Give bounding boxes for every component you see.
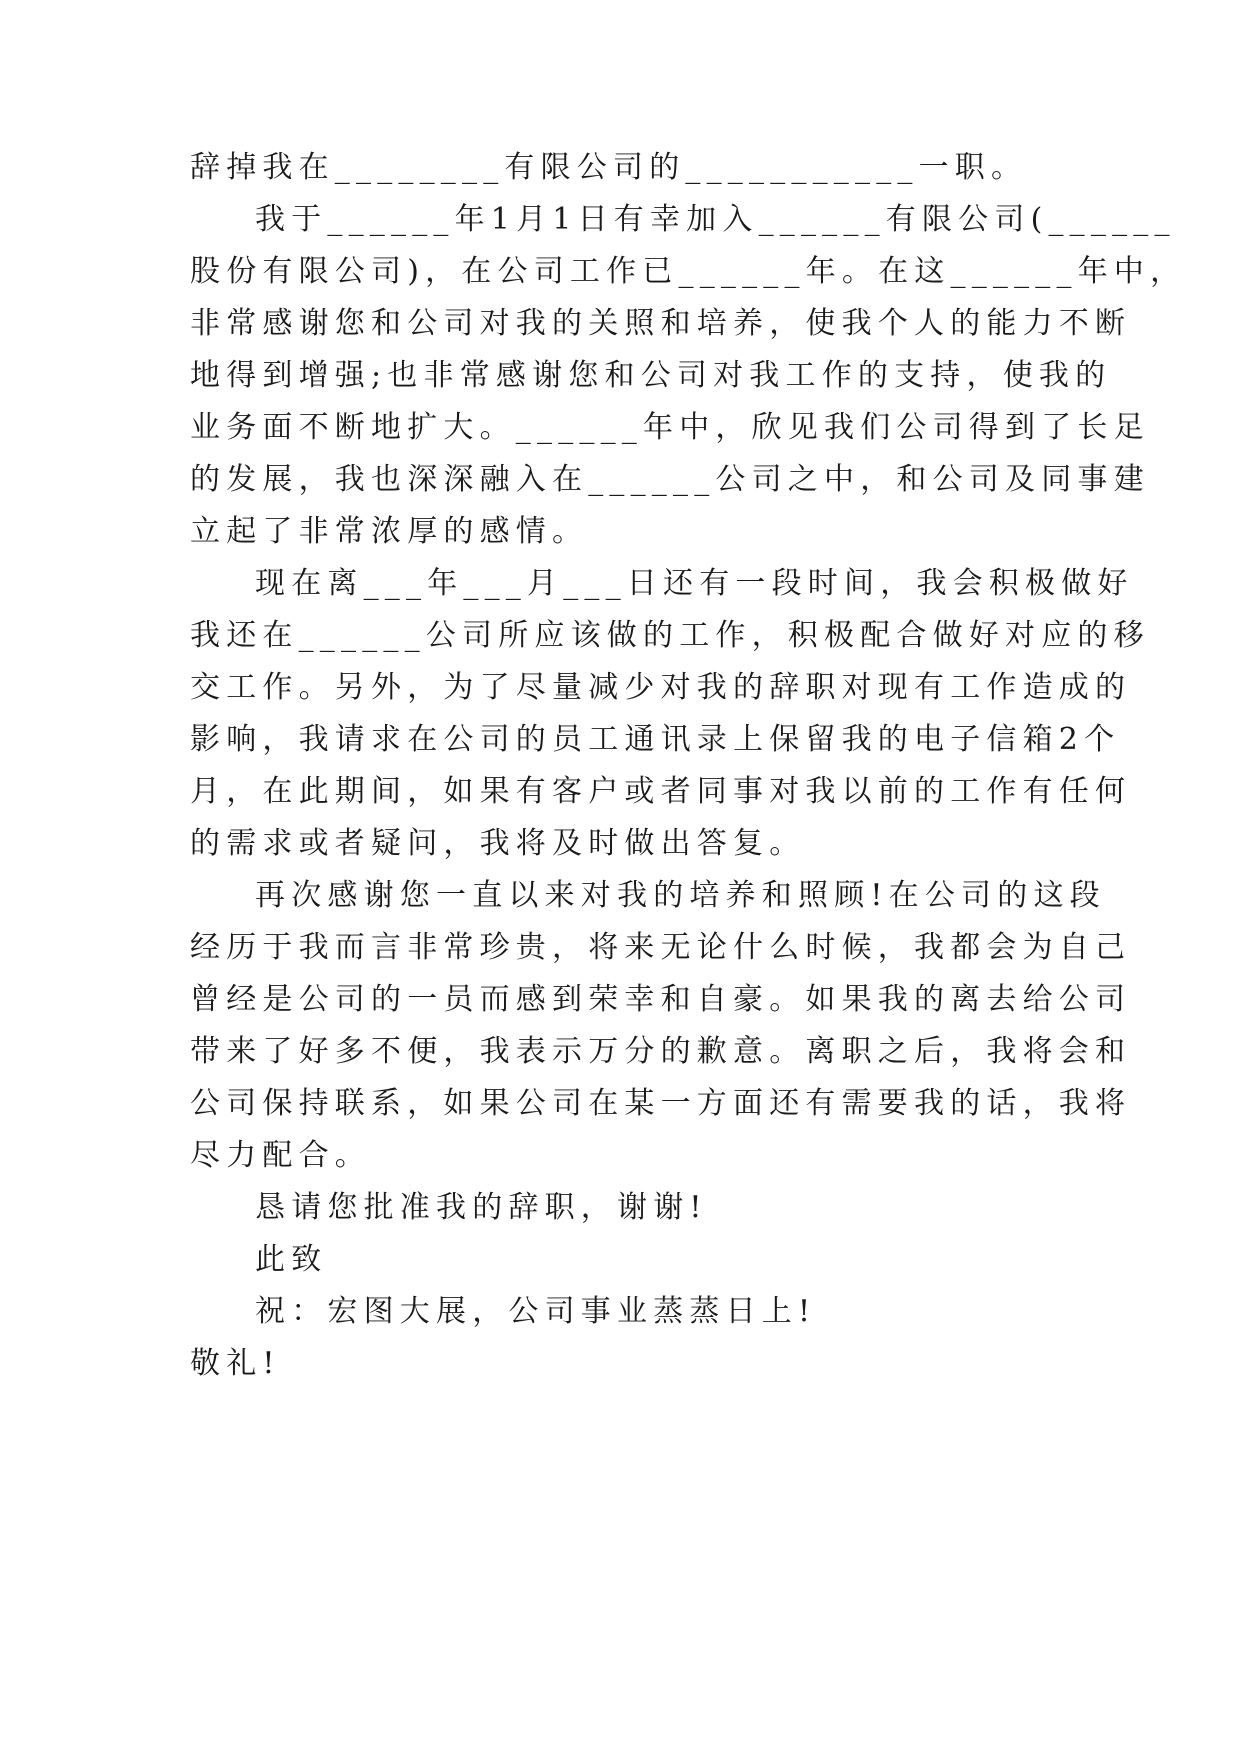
closing-salutation: 此致 [255, 1242, 328, 1277]
text-line: 公司保持联系，如果公司在某一方面还有需要我的话，我将 [190, 1086, 1132, 1121]
closing-request: 恳请您批准我的辞职，谢谢! [255, 1190, 708, 1225]
text-line: 现在离___年___月___日还有一段时间，我会积极做好 [255, 566, 1134, 601]
text-line: 交工作。另外，为了尽量减少对我的辞职对现有工作造成的 [190, 670, 1132, 705]
text-line: 尽力配合。 [190, 1138, 371, 1173]
text-line: 我于______年1月1日有幸加入______有限公司(______ [255, 202, 1176, 237]
text-line: 辞掉我在________有限公司的___________一职。 [190, 150, 1028, 185]
text-line: 非常感谢您和公司对我的关照和培养，使我个人的能力不断 [190, 306, 1132, 341]
text-line: 的需求或者疑问，我将及时做出答复。 [190, 826, 806, 861]
text-line: 的发展，我也深深融入在______公司之中，和公司及同事建 [190, 462, 1150, 497]
text-line: 再次感谢您一直以来对我的培养和照顾!在公司的这段 [255, 878, 1106, 913]
text-line: 地得到增强;也非常感谢您和公司对我工作的支持，使我的 [190, 358, 1112, 393]
text-line: 月，在此期间，如果有客户或者同事对我以前的工作有任何 [190, 774, 1132, 809]
text-line: 带来了好多不便，我表示万分的歉意。离职之后，我将会和 [190, 1034, 1132, 1069]
text-line: 业务面不断地扩大。______年中，欣见我们公司得到了长足 [190, 410, 1150, 445]
text-line: 我还在______公司所应该做的工作，积极配合做好对应的移 [190, 618, 1150, 653]
closing-regards: 敬礼! [190, 1346, 281, 1381]
text-line: 股份有限公司)，在公司工作已______年。在这______年中， [190, 254, 1187, 289]
closing-wish: 祝：宏图大展，公司事业蒸蒸日上! [255, 1294, 817, 1329]
text-line: 影响，我请求在公司的员工通讯录上保留我的电子信箱2个 [190, 722, 1121, 757]
text-line: 经历于我而言非常珍贵，将来无论什么时候，我都会为自己 [190, 930, 1132, 965]
text-line: 曾经是公司的一员而感到荣幸和自豪。如果我的离去给公司 [190, 982, 1132, 1017]
text-line: 立起了非常浓厚的感情。 [190, 514, 589, 549]
